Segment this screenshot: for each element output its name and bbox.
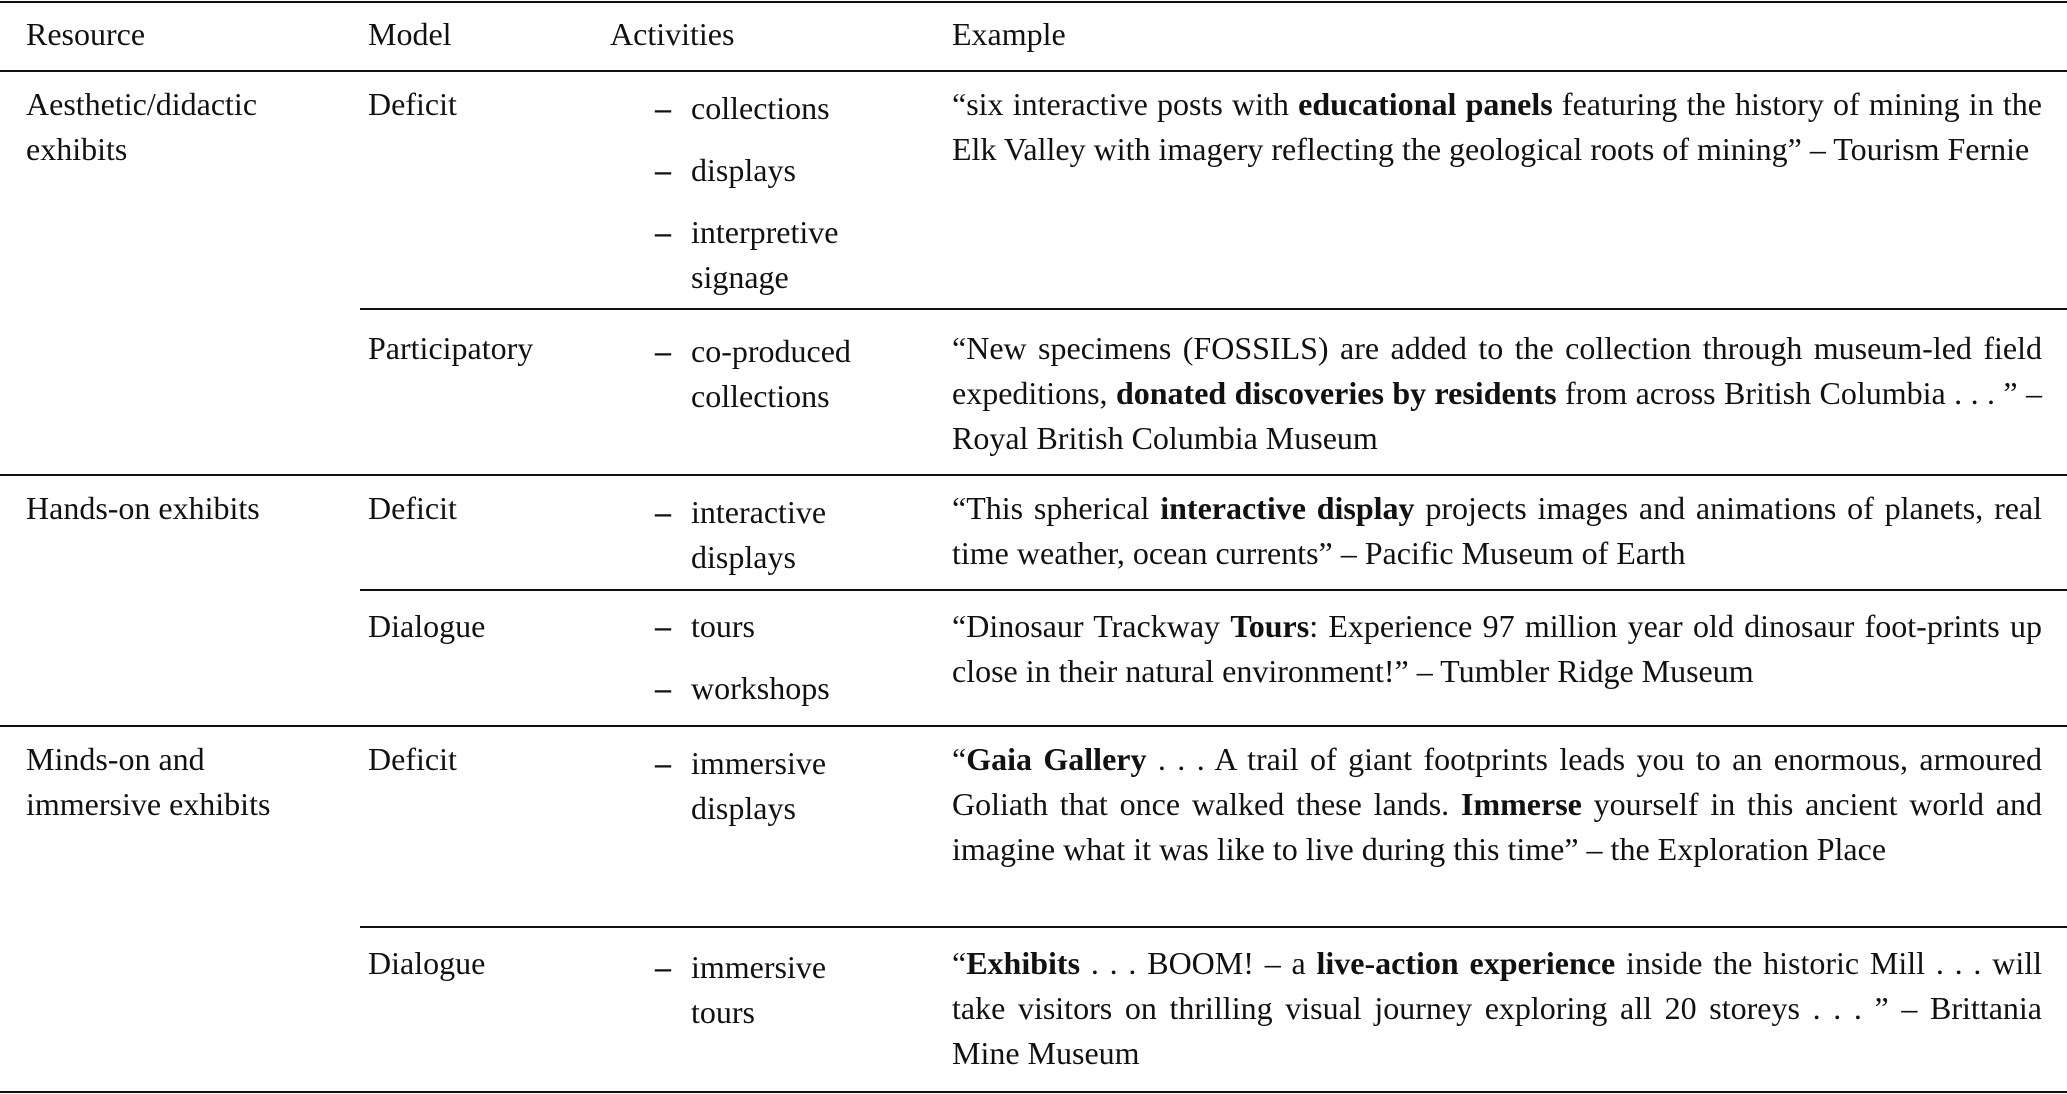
example-text: . . . BOOM! – a (1080, 945, 1317, 981)
model-cell: Deficit (368, 741, 457, 777)
example-text: : Experience 97 million year old dinosaur foot-prints up close in their natural environment!” – Tumbler Ridge Museum (952, 608, 2043, 689)
activity-item (655, 490, 895, 580)
example-text: projects images and animations of planets, real time weather, ocean currents” – Pacific Museum of Earth (952, 490, 2043, 571)
resource-cell (26, 82, 257, 172)
dash-bullet: – (655, 745, 671, 781)
example-emphasis: donated discoveries by residents (1115, 375, 1557, 411)
activities-cell (655, 86, 895, 300)
header-model: Model (368, 16, 452, 52)
dash-bullet: – (655, 608, 671, 644)
table-bottom-rule (0, 1091, 2067, 1093)
resource-cell (26, 737, 270, 827)
example-cell (952, 737, 2042, 872)
model-cell: Participatory (368, 330, 534, 366)
example-text: “ (952, 945, 967, 981)
activity-line: collections (691, 378, 830, 414)
header-example: Example (952, 16, 1066, 52)
example-text: “Dinosaur Trackway (952, 608, 1231, 644)
header-rule (0, 70, 2067, 72)
example-text: “This spherical (952, 490, 1161, 526)
activity-item (655, 86, 895, 131)
example-cell (952, 326, 2042, 461)
example-cell (952, 941, 2042, 1076)
dash-bullet: – (655, 90, 671, 126)
activity-line: displays (691, 790, 796, 826)
activities-cell (655, 329, 895, 419)
model-cell: Deficit (368, 490, 457, 526)
dash-bullet: – (655, 494, 671, 530)
activity-item (655, 666, 895, 711)
example-emphasis: Gaia Gallery (966, 741, 1147, 777)
example-emphasis: Immerse (1461, 786, 1582, 822)
activities-cell (655, 945, 895, 1035)
activity-line: displays (691, 539, 796, 575)
subgroup-rule (360, 308, 2067, 310)
activity-item (655, 148, 895, 193)
example-text: from across British Columbia . . . ” – Royal British Columbia Museum (952, 375, 2043, 456)
activity-line: interactive (691, 494, 827, 530)
activity-item (655, 210, 895, 300)
example-emphasis: interactive display (1160, 490, 1415, 526)
example-emphasis: live-action experience (1316, 945, 1616, 981)
example-cell (952, 486, 2042, 576)
activity-line: tours (691, 608, 755, 644)
activities-cell (655, 604, 895, 711)
header-activities: Activities (610, 16, 735, 52)
subgroup-rule (360, 926, 2067, 928)
activity-item (655, 604, 895, 649)
activity-line: signage (691, 259, 789, 295)
resource-line: immersive exhibits (26, 786, 271, 822)
activities-cell (655, 741, 895, 831)
resource-line: Minds-on and (26, 741, 205, 777)
resource-cell (26, 486, 260, 531)
model-cell: Dialogue (368, 945, 486, 981)
dash-bullet: – (655, 333, 671, 369)
dash-bullet: – (655, 670, 671, 706)
group-rule (0, 474, 2067, 476)
example-text: featuring the history of mining in the Elk Valley with imagery reflecting the geological roots of mining” – Tourism Fernie (952, 86, 2043, 167)
model-cell: Deficit (368, 86, 457, 122)
activity-line: tours (691, 994, 755, 1030)
example-text: yourself in this ancient world and imagine what it was like to live during this time” – the Exploration Place (952, 786, 2043, 867)
group-rule (0, 725, 2067, 727)
header-resource: Resource (26, 16, 146, 52)
example-text: “ (952, 741, 967, 777)
activity-line: displays (691, 152, 796, 188)
dash-bullet: – (655, 214, 671, 250)
example-emphasis: educational panels (1298, 86, 1553, 122)
activity-line: immersive (691, 745, 827, 781)
activity-line: co-produced (691, 333, 851, 369)
example-text: “six interactive posts with (952, 86, 1299, 122)
dash-bullet: – (655, 949, 671, 985)
example-cell (952, 604, 2042, 694)
activity-line: interpretive (691, 214, 839, 250)
activity-item (655, 329, 895, 419)
example-emphasis: Tours (1230, 608, 1310, 644)
activity-item (655, 945, 895, 1035)
dash-bullet: – (655, 152, 671, 188)
example-text: inside the historic Mill . . . will take visitors on thrilling visual journey exploring all 20 storeys . . . ” – Brittania Mine Museum (952, 945, 2043, 1071)
activity-line: immersive (691, 949, 827, 985)
example-cell (952, 82, 2042, 172)
model-cell: Dialogue (368, 608, 486, 644)
example-text: “New specimens (FOSSILS) are added to the collection through museum-led field expeditions, (952, 330, 2042, 411)
activity-line: workshops (691, 670, 830, 706)
table-top-rule (0, 1, 2067, 3)
resource-line: Hands-on exhibits (26, 490, 260, 526)
activities-cell (655, 490, 895, 580)
example-text: . . . A trail of giant footprints leads you to an enormous, armoured Goliath that once walked these lands. (952, 741, 2042, 822)
resource-line: exhibits (26, 131, 128, 167)
activity-line: collections (691, 90, 830, 126)
activity-item (655, 741, 895, 831)
example-emphasis: Exhibits (966, 945, 1081, 981)
resource-line: Aesthetic/didactic (26, 86, 258, 122)
subgroup-rule (360, 589, 2067, 591)
